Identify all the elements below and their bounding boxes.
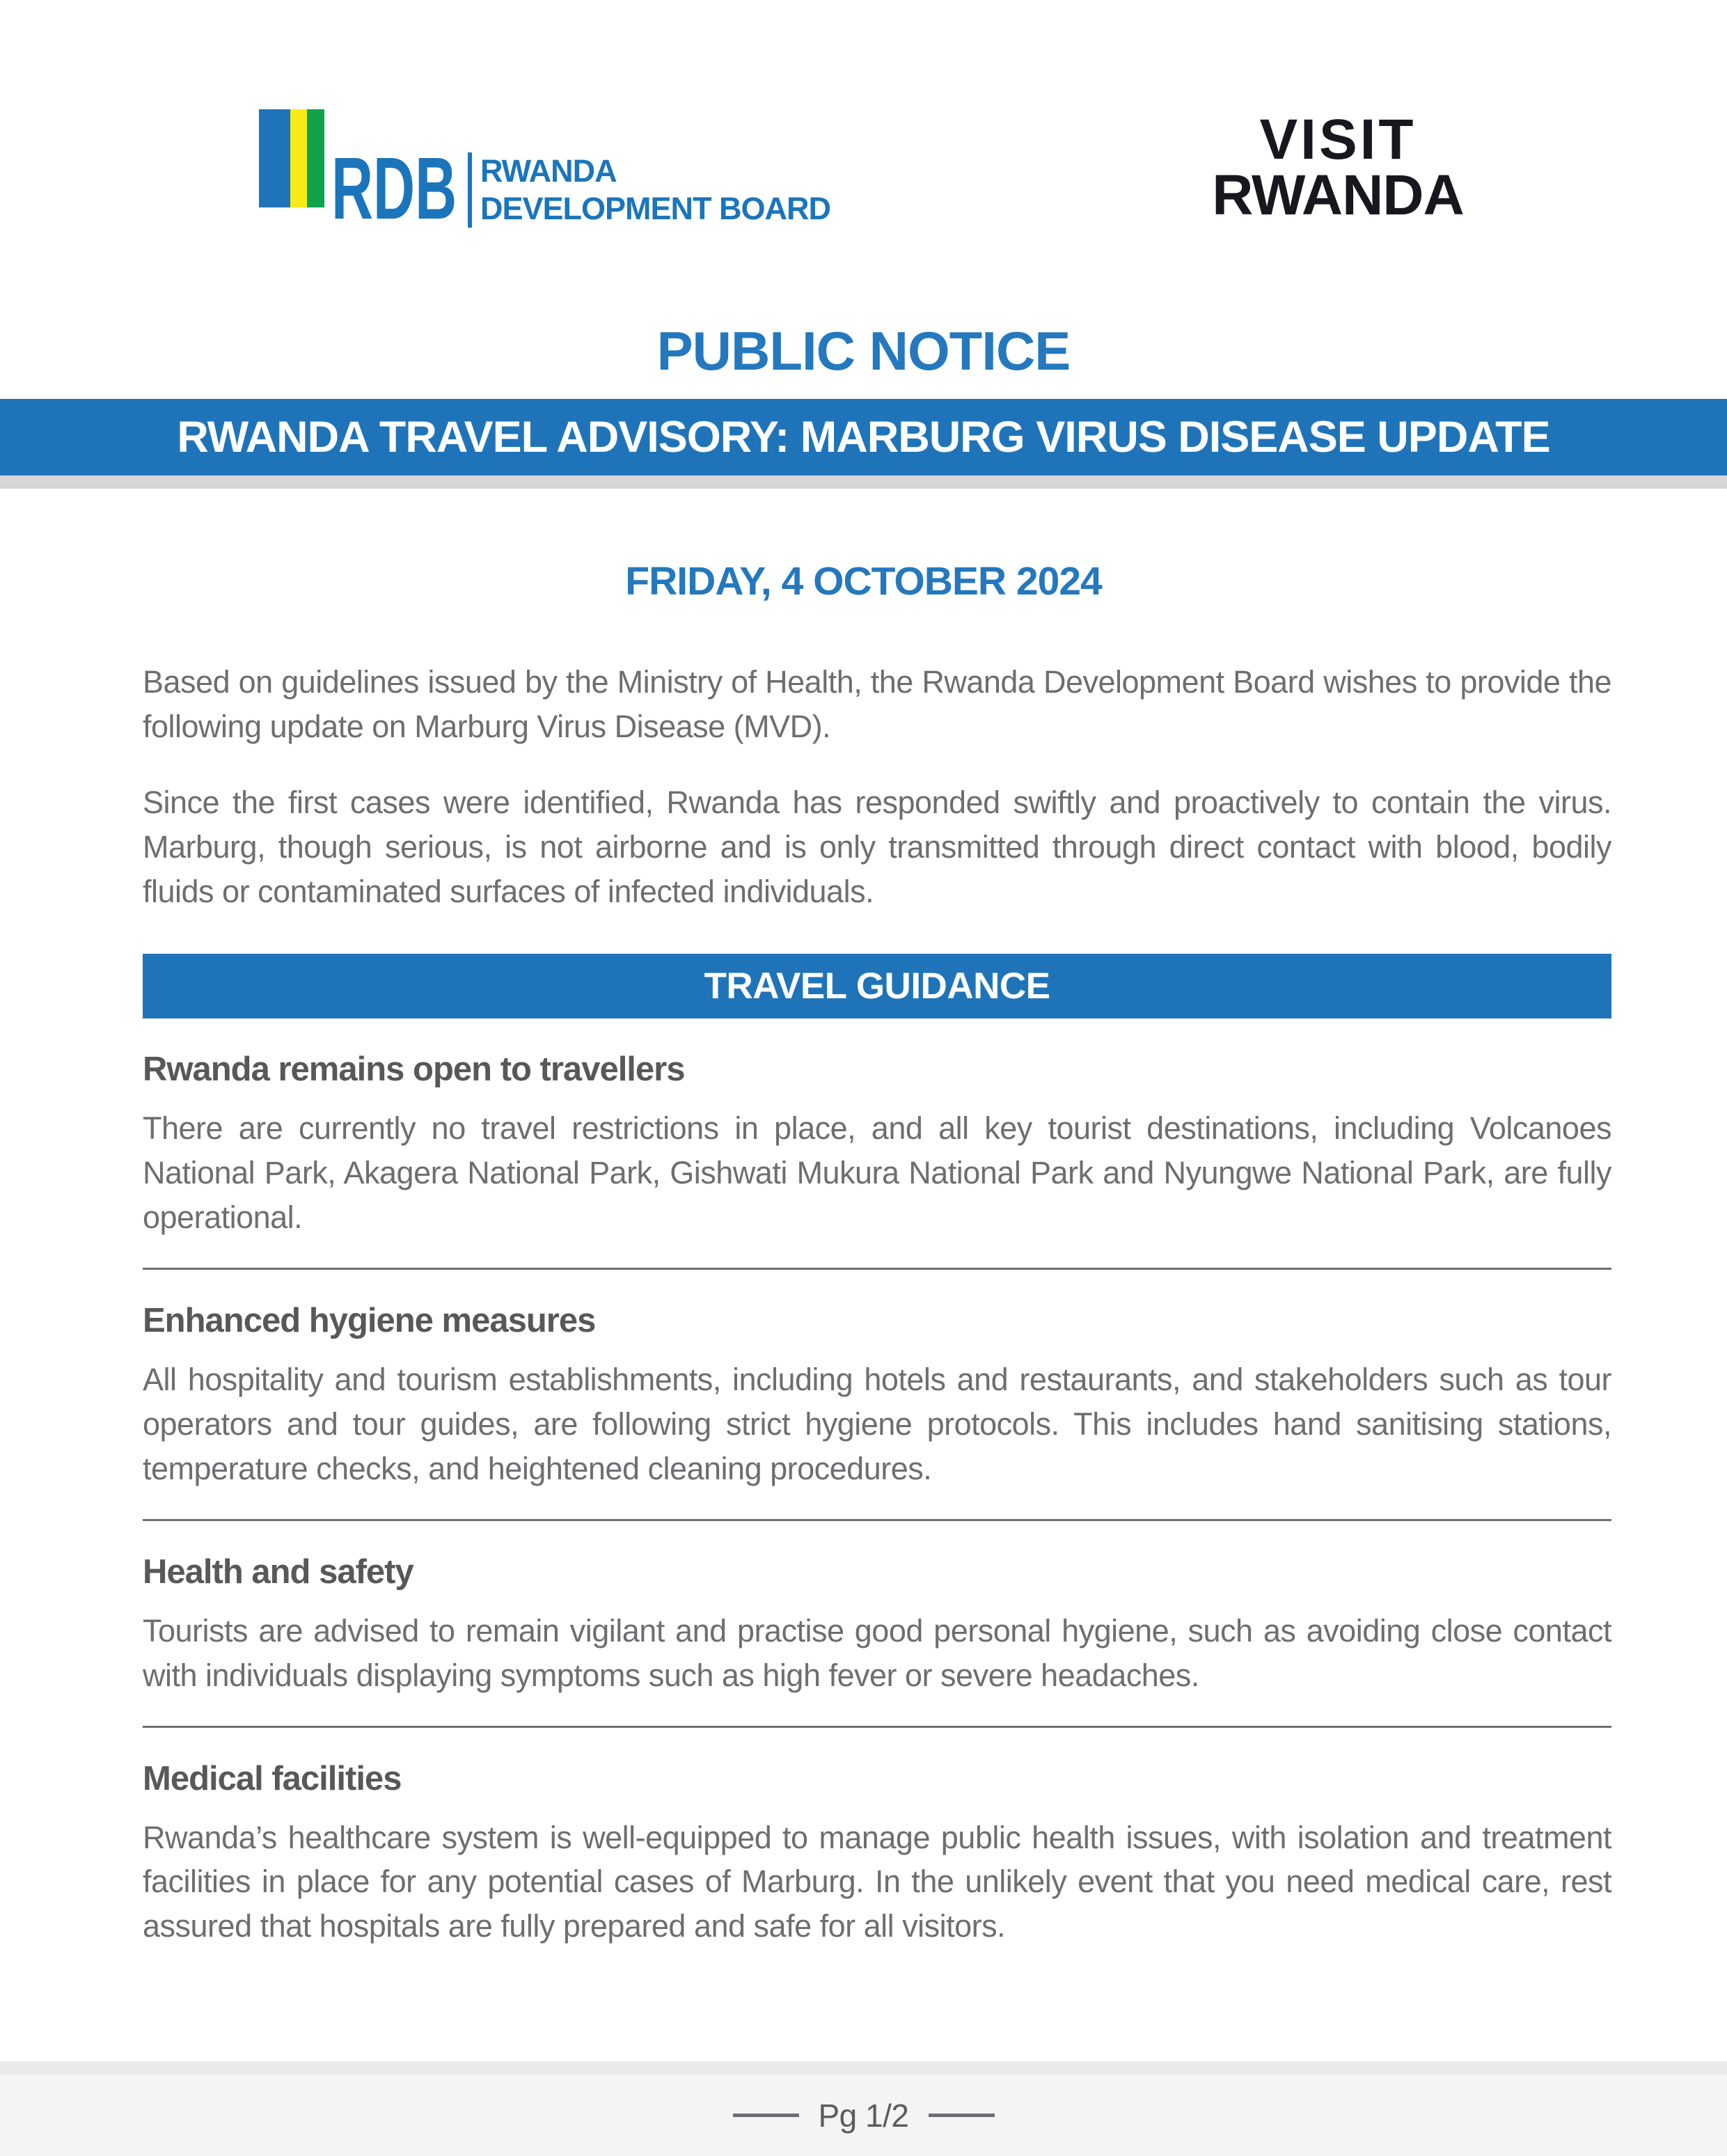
flag-bar-blue (259, 109, 290, 207)
rdb-logo-name-line2: DEVELOPMENT BOARD (480, 191, 831, 226)
section-divider (143, 1726, 1611, 1728)
section-heading: Medical facilities (143, 1759, 402, 1797)
notice-body (143, 660, 1611, 1949)
flag-bar-green (307, 109, 324, 207)
footer-dash-right (929, 2114, 995, 2117)
intro-paragraph-1: Based on guidelines issued by the Ministry of Health, the Rwanda Development Board wishes to provide the following update on Marburg Virus Disease (MVD). (143, 664, 1611, 744)
section-paragraph: There are currently no travel restrictions in place, and all key tourist destinations, including Volcanoes National Park, Akagera National Park, Gishwati Mukura National Park and Nyungwe National Park, are fully operational. (143, 1110, 1611, 1236)
rdb-logo-wordmark (468, 152, 830, 228)
rdb-logo (259, 109, 831, 237)
visit-rwanda-logo-line1: VISIT (1259, 108, 1417, 171)
intro-paragraph-2: Since the first cases were identified, Rwanda has responded swiftly and proactively to contain the virus. Marburg, though serious, is not airborne and is only transmitted through direct contact with blood, bodily fluids or contaminated surfaces of infected individuals. (143, 784, 1611, 909)
document-header (0, 0, 1727, 240)
page-footer (0, 2061, 1727, 2156)
section-heading: Rwanda remains open to travellers (143, 1051, 685, 1089)
travel-guidance-banner-text: TRAVEL GUIDANCE (704, 966, 1050, 1007)
section-heading: Enhanced hygiene measures (143, 1302, 596, 1340)
visit-rwanda-logo (1192, 108, 1484, 227)
section-paragraph: Tourists are advised to remain vigilant and practise good personal hygiene, such as avoiding close contact with individuals displaying symptoms such as high fever or severe headaches. (143, 1612, 1611, 1693)
advisory-title-banner (0, 399, 1727, 475)
section-heading: Health and safety (143, 1552, 413, 1591)
advisory-title-text: RWANDA TRAVEL ADVISORY: MARBURG VIRUS DISEASE UPDATE (177, 413, 1550, 462)
rdb-logo-acronym (331, 139, 465, 237)
visit-rwanda-logo-line2: RWANDA (1212, 164, 1464, 227)
section-paragraph: Rwanda’s healthcare system is well-equipped to manage public health issues, with isolation and treatment facilities in place for any potential cases of Marburg. In the unlikely event that you need medical care, rest assured that hospitals are fully prepared and safe for all visitors. (143, 1819, 1611, 1944)
travel-guidance-banner (143, 954, 1611, 1018)
advisory-banner-shadow (0, 475, 1727, 489)
section-hygiene-measures (143, 1301, 1611, 1491)
page-number: Pg 1/2 (818, 2097, 909, 2134)
section-health-and-safety (143, 1552, 1611, 1698)
notice-date: FRIDAY, 4 OCTOBER 2024 (625, 559, 1102, 604)
rdb-logo-acronym-text: RDB (331, 139, 457, 237)
section-open-to-travellers (143, 1050, 1611, 1240)
section-medical-facilities (143, 1759, 1611, 1949)
section-paragraph: All hospitality and tourism establishments, including hotels and restaurants, and stakeholders such as tour operators and tour guides, are following strict hygiene protocols. This includes hand sanitising stations, temperature checks, and heightened cleaning procedures. (143, 1362, 1611, 1486)
page-title: PUBLIC NOTICE (656, 320, 1071, 381)
footer-top-strip (0, 2061, 1727, 2075)
footer-band (0, 2075, 1727, 2156)
rdb-logo-name-line1: RWANDA (480, 153, 617, 189)
section-divider (143, 1268, 1611, 1270)
section-divider (143, 1519, 1611, 1521)
rdb-flag-bars-icon (259, 109, 324, 207)
footer-dash-left (733, 2114, 799, 2117)
flag-bar-yellow (290, 109, 307, 207)
